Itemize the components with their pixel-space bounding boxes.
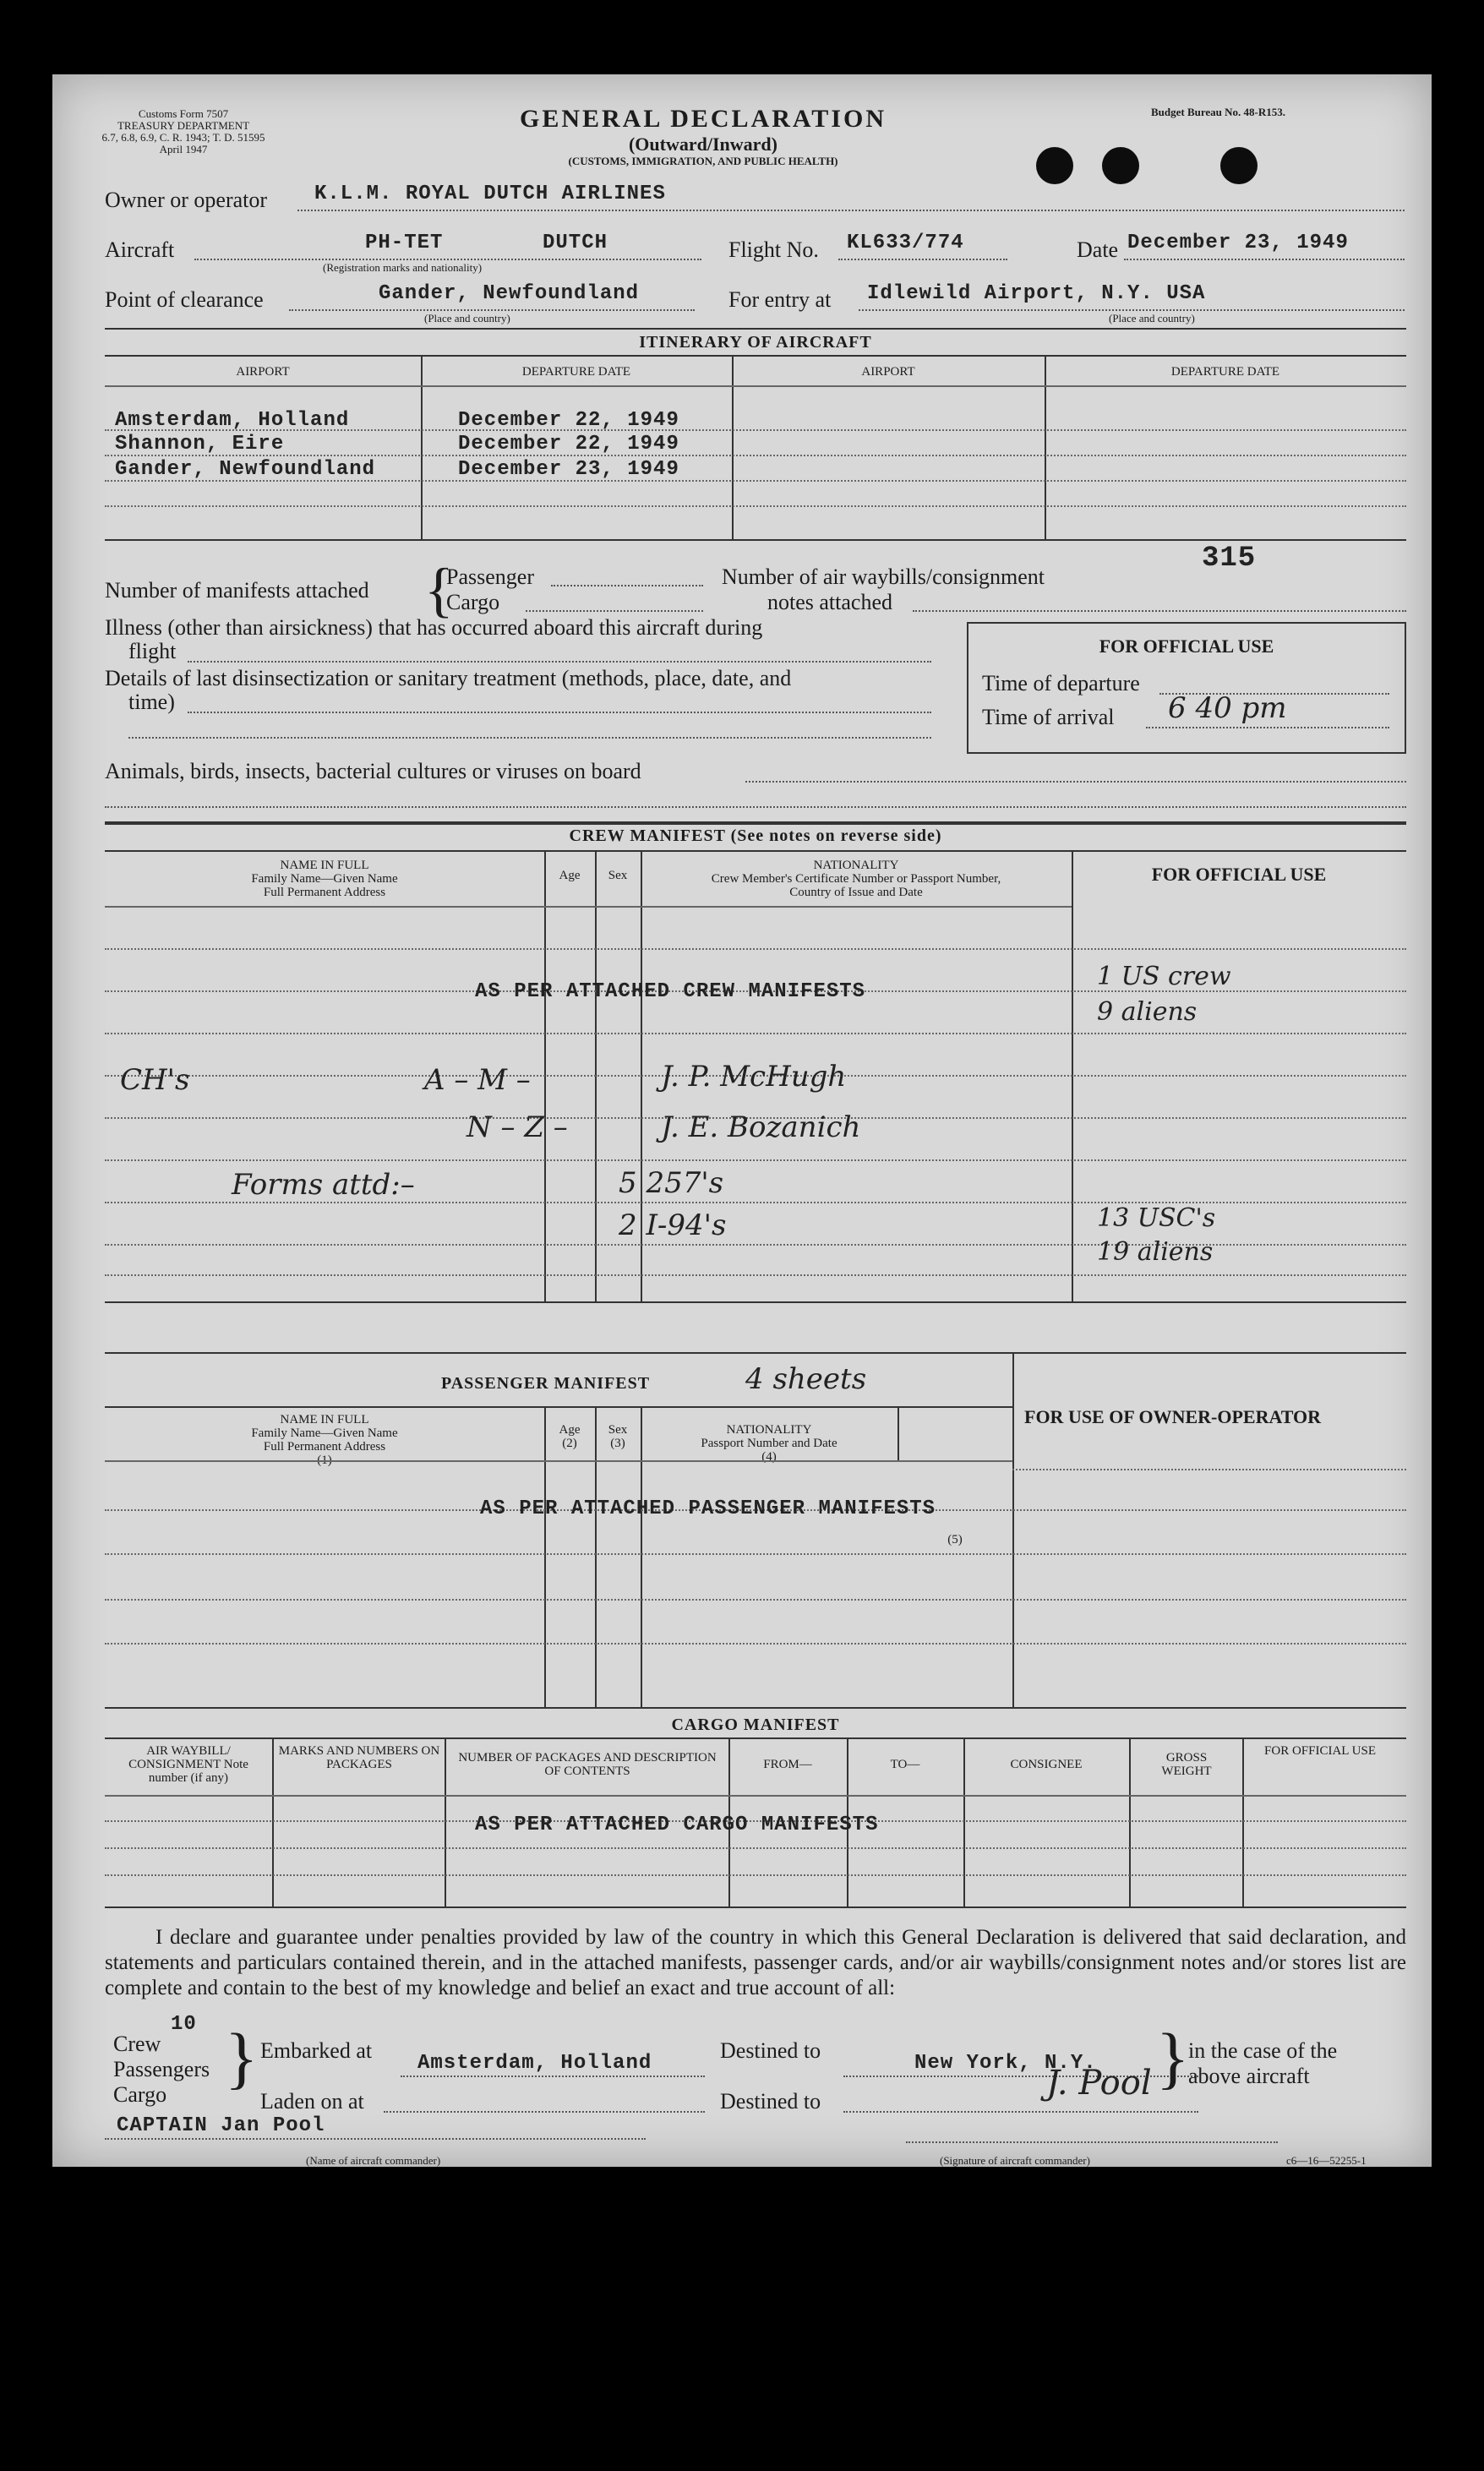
flight-label: Flight No. [728, 237, 819, 262]
divider [105, 1406, 1012, 1408]
commander-name-value: CAPTAIN Jan Pool [117, 2114, 325, 2137]
column-divider [1012, 1352, 1014, 1707]
divider [105, 328, 1406, 330]
column-divider [1045, 355, 1046, 539]
official-use-title: FOR OFFICIAL USE [1099, 635, 1274, 657]
crew-hand-signature-2: J. E. Bozanich [661, 1110, 861, 1144]
divider [105, 539, 1406, 541]
crew-hand-am: A – M – [424, 1063, 531, 1097]
punch-hole [1102, 147, 1139, 184]
entry-line [859, 309, 1405, 311]
blank-line [128, 737, 931, 739]
illness-label: Illness (other than airsickness) that has occurred aboard this aircraft during [105, 615, 763, 640]
itinerary-row-date: December 22, 1949 [458, 433, 679, 455]
passenger-col-age [544, 1423, 595, 1450]
cargo-label: Cargo [446, 590, 500, 614]
crew-col-age: Age [559, 869, 581, 882]
disinsect-line [188, 712, 931, 713]
row-line [105, 1847, 1406, 1849]
waybills-label: Number of air waybills/consignment [722, 565, 1045, 589]
column-divider [595, 1406, 597, 1707]
passenger-col-nat-num: (4) [761, 1450, 777, 1464]
row-line [105, 1874, 1406, 1876]
manifests-label: Number of manifests attached [105, 578, 369, 603]
row-line [105, 1553, 1406, 1555]
date-line [1124, 259, 1405, 260]
passenger-typed-note: AS PER ATTACHED PASSENGER MANIFESTS [480, 1497, 936, 1520]
crew-hand-257: 5 257's [619, 1166, 724, 1200]
form-subtitle: (Outward/Inward) [628, 134, 777, 155]
crew-typed-note: AS PER ATTACHED CREW MANIFESTS [475, 980, 866, 1003]
aircraft-caption: (Registration marks and nationality) [323, 261, 483, 274]
itinerary-row-date: December 22, 1949 [458, 409, 679, 432]
punch-hole [1220, 147, 1258, 184]
crew-hand-nz: N – Z – [466, 1110, 568, 1144]
cargo-typed-note: AS PER ATTACHED CARGO MANIFESTS [475, 1814, 879, 1836]
crew-hand-ch: CH's [120, 1063, 190, 1097]
crew-col-name-2: Family Name—Given Name [251, 872, 398, 886]
passengers-count-label: Passengers [113, 2057, 210, 2081]
divider [105, 355, 1406, 357]
illness-label-2: flight [128, 639, 177, 663]
punch-hole [1036, 147, 1073, 184]
cargo-col-weight: GROSS WEIGHT [1161, 1751, 1212, 1778]
column-divider [421, 355, 423, 539]
brace: } [225, 2019, 259, 2096]
divider [105, 821, 1406, 825]
itinerary-col-date: DEPARTURE DATE [521, 365, 631, 379]
animals-label: Animals, birds, insects, bacterial cultures or viruses on board [105, 759, 641, 783]
crew-col-name [105, 859, 544, 899]
passenger-col-5: (5) [947, 1533, 963, 1546]
departure-time-label: Time of departure [982, 671, 1140, 695]
regulation-ref: 6.7, 6.8, 6.9, C. R. 1943; T. D. 51595 [101, 131, 265, 144]
crew-col-name-3: Full Permanent Address [263, 886, 386, 899]
arrival-time-value: 6 40 pm [1168, 691, 1287, 725]
arrival-time-line [1146, 727, 1389, 728]
cargo-col-packages: NUMBER OF PACKAGES AND DESCRIPTION OF CONTENTS [458, 1751, 717, 1778]
itinerary-title: ITINERARY OF AIRCRAFT [639, 333, 872, 352]
column-divider [544, 1406, 546, 1707]
crew-col-nat-3: Country of Issue and Date [789, 886, 923, 899]
divider [105, 385, 1406, 387]
crew-hand-signature-1: J. P. McHugh [661, 1060, 847, 1094]
column-divider [1129, 1737, 1131, 1906]
aircraft-nationality: DUTCH [543, 232, 608, 254]
row-line [105, 1159, 1406, 1161]
aircraft-line [194, 259, 701, 260]
flight-value: KL633/774 [847, 232, 964, 254]
laden-label: Laden on at [260, 2089, 364, 2114]
department: TREASURY DEPARTMENT [117, 119, 250, 132]
cargo-col-to: TO— [890, 1758, 920, 1771]
cargo-col-marks: MARKS AND NUMBERS ON PACKAGES [278, 1744, 440, 1771]
waybills-value: 315 [1202, 543, 1257, 575]
passenger-col-name-1: NAME IN FULL [280, 1413, 369, 1426]
divider [105, 1352, 1406, 1354]
passenger-col-sex [595, 1423, 641, 1450]
laden-line [384, 2111, 705, 2113]
form-number-block [86, 108, 281, 155]
row-line [105, 455, 1406, 456]
form-date: April 1947 [159, 143, 208, 155]
passenger-col-sex-label: Sex [608, 1423, 628, 1437]
form-title: GENERAL DECLARATION [519, 105, 887, 133]
divider [105, 1906, 1406, 1908]
official-use-box [967, 622, 1406, 754]
signature-line [906, 2141, 1278, 2143]
brace: { [424, 556, 454, 624]
crew-col-nationality [641, 859, 1072, 899]
aircraft-registration: PH-TET [365, 232, 444, 254]
declaration-text: I declare and guarantee under penalties provided by law of the country in which this General Declaration is delivered that said declaration, and statements and particulars contained therein, and in the attached manifests, passenger cards, and/or air waybills/consignment notes and/or stores list are complete and contain to the best of my knowledge and belief an exact and true account of all: [105, 1926, 1406, 1999]
row-line [105, 948, 1406, 950]
passenger-col-nationality [641, 1423, 897, 1464]
illness-line [188, 661, 931, 663]
passenger-col-name-4: (1) [317, 1454, 332, 1467]
itinerary-col-date-2: DEPARTURE DATE [1170, 365, 1280, 379]
signature-caption: (Signature of aircraft commander) [940, 2154, 1090, 2167]
disinsect-label-2: time) [128, 690, 175, 714]
official-hand-us-crew: 1 US crew [1097, 962, 1231, 991]
budget-number: Budget Bureau No. 48-R153. [1151, 106, 1286, 118]
embarked-label: Embarked at [260, 2038, 373, 2063]
row-line [1012, 1469, 1406, 1470]
official-hand-aliens-2: 19 aliens [1097, 1237, 1214, 1267]
crew-hand-i94: 2 I-94's [619, 1208, 727, 1242]
cargo-col-consignee: CONSIGNEE [1010, 1758, 1083, 1771]
case-label-2: above aircraft [1188, 2064, 1310, 2088]
crew-col-official: FOR OFFICIAL USE [1151, 864, 1327, 885]
itinerary-row-date: December 23, 1949 [458, 458, 679, 481]
column-divider [1242, 1737, 1244, 1906]
brace: } [1156, 2019, 1190, 2096]
form-number: Customs Form 7507 [138, 107, 229, 120]
cargo-line [526, 610, 703, 612]
passenger-line [551, 585, 703, 586]
entry-value: Idlewild Airport, N.Y. USA [867, 282, 1206, 305]
form-subtitle-2: (CUSTOMS, IMMIGRATION, AND PUBLIC HEALTH) [568, 155, 838, 167]
embarked-value: Amsterdam, Holland [417, 2052, 652, 2075]
row-line [105, 1033, 1406, 1034]
flight-line [838, 259, 1007, 260]
form-title-block [475, 105, 931, 167]
animals-line [745, 781, 1406, 783]
passenger-col-name-2: Family Name—Given Name [251, 1426, 398, 1440]
passenger-sheets: 4 sheets [745, 1362, 867, 1396]
date-label: Date [1077, 237, 1119, 262]
passenger-col-name [105, 1413, 544, 1467]
cargo-col-waybill: AIR WAYBILL/ CONSIGNMENT Note number (if any) [128, 1744, 248, 1785]
clearance-line [289, 309, 695, 311]
itinerary-row-airport: Amsterdam, Holland [115, 409, 350, 432]
case-label: in the case of the [1188, 2038, 1338, 2063]
divider [105, 1737, 1406, 1739]
aircraft-label: Aircraft [105, 237, 175, 262]
column-divider [272, 1737, 274, 1906]
crew-col-nat-1: NATIONALITY [813, 859, 899, 872]
divider [105, 1707, 1406, 1709]
column-divider [445, 1737, 446, 1906]
row-line [105, 1274, 1406, 1276]
crew-col-name-1: NAME IN FULL [280, 859, 369, 872]
clearance-caption: (Place and country) [424, 312, 510, 325]
embarked-line [401, 2076, 705, 2077]
divider [105, 1301, 1406, 1303]
divider [105, 1460, 1012, 1462]
passenger-col-nat-1: NATIONALITY [726, 1423, 812, 1437]
owner-line [297, 210, 1405, 211]
itinerary-col-airport-2: AIRPORT [861, 365, 915, 379]
crew-count-label: Crew [113, 2032, 161, 2056]
arrival-time-label: Time of arrival [982, 705, 1115, 729]
itinerary-col-airport: AIRPORT [236, 365, 290, 379]
column-divider [732, 355, 734, 539]
entry-label: For entry at [728, 287, 832, 312]
disinsect-label: Details of last disinsectization or sanitary treatment (methods, place, date, and [105, 666, 792, 690]
clearance-label: Point of clearance [105, 287, 264, 312]
passenger-title: PASSENGER MANIFEST [441, 1374, 651, 1393]
passenger-col-age-label: Age [559, 1423, 581, 1437]
passenger-col-age-num: (2) [562, 1437, 577, 1450]
entry-caption: (Place and country) [1109, 312, 1195, 325]
declaration-form [52, 74, 1432, 2167]
waybills-label-2: notes attached [767, 590, 892, 614]
passenger-label: Passenger [446, 565, 534, 589]
divider [105, 850, 1406, 852]
owner-use-title: FOR USE OF OWNER-OPERATOR [1024, 1406, 1322, 1427]
commander-name-line [105, 2138, 646, 2140]
destined-label: Destined to [720, 2038, 821, 2063]
crew-count-value: 10 [171, 2013, 197, 2036]
row-line [105, 1599, 1406, 1601]
passenger-col-name-3: Full Permanent Address [263, 1440, 386, 1454]
official-hand-aliens: 9 aliens [1097, 997, 1198, 1027]
itinerary-row-airport: Gander, Newfoundland [115, 458, 376, 481]
cargo-col-official: FOR OFFICIAL USE [1264, 1744, 1376, 1758]
divider [105, 1795, 1406, 1797]
destined-value: New York, N.Y. [914, 2052, 1097, 2075]
passenger-col-sex-num: (3) [610, 1437, 625, 1450]
cargo-col-from: FROM— [763, 1758, 812, 1771]
official-hand-uscs: 13 USC's [1097, 1203, 1216, 1233]
owner-value: K.L.M. ROYAL DUTCH AIRLINES [314, 183, 666, 205]
crew-title: CREW MANIFEST (See notes on reverse side) [569, 826, 942, 845]
row-line [105, 1643, 1406, 1645]
divider [105, 906, 1072, 908]
cargo-title: CARGO MANIFEST [671, 1716, 840, 1734]
row-line [105, 505, 1406, 507]
passenger-col-nat-2: Passport Number and Date [701, 1437, 837, 1450]
itinerary-row-airport: Shannon, Eire [115, 433, 285, 455]
blank-line [105, 806, 1406, 808]
waybills-line [913, 610, 1406, 612]
crew-col-nat-2: Crew Member's Certificate Number or Passport Number, [711, 872, 1001, 886]
crew-col-sex: Sex [608, 869, 628, 882]
print-code: c6—16—52255-1 [1286, 2154, 1367, 2167]
destined-line-2 [843, 2111, 1198, 2113]
clearance-value: Gander, Newfoundland [379, 282, 640, 305]
cargo-count-label: Cargo [113, 2082, 167, 2107]
crew-hand-forms: Forms attd:– [232, 1168, 415, 1202]
commander-name-caption: (Name of aircraft commander) [306, 2154, 441, 2167]
owner-label: Owner or operator [105, 188, 268, 212]
date-value: December 23, 1949 [1127, 232, 1349, 254]
commander-signature: J. Pool [1046, 2064, 1152, 2103]
column-divider [897, 1406, 899, 1460]
destined-label-2: Destined to [720, 2089, 821, 2114]
